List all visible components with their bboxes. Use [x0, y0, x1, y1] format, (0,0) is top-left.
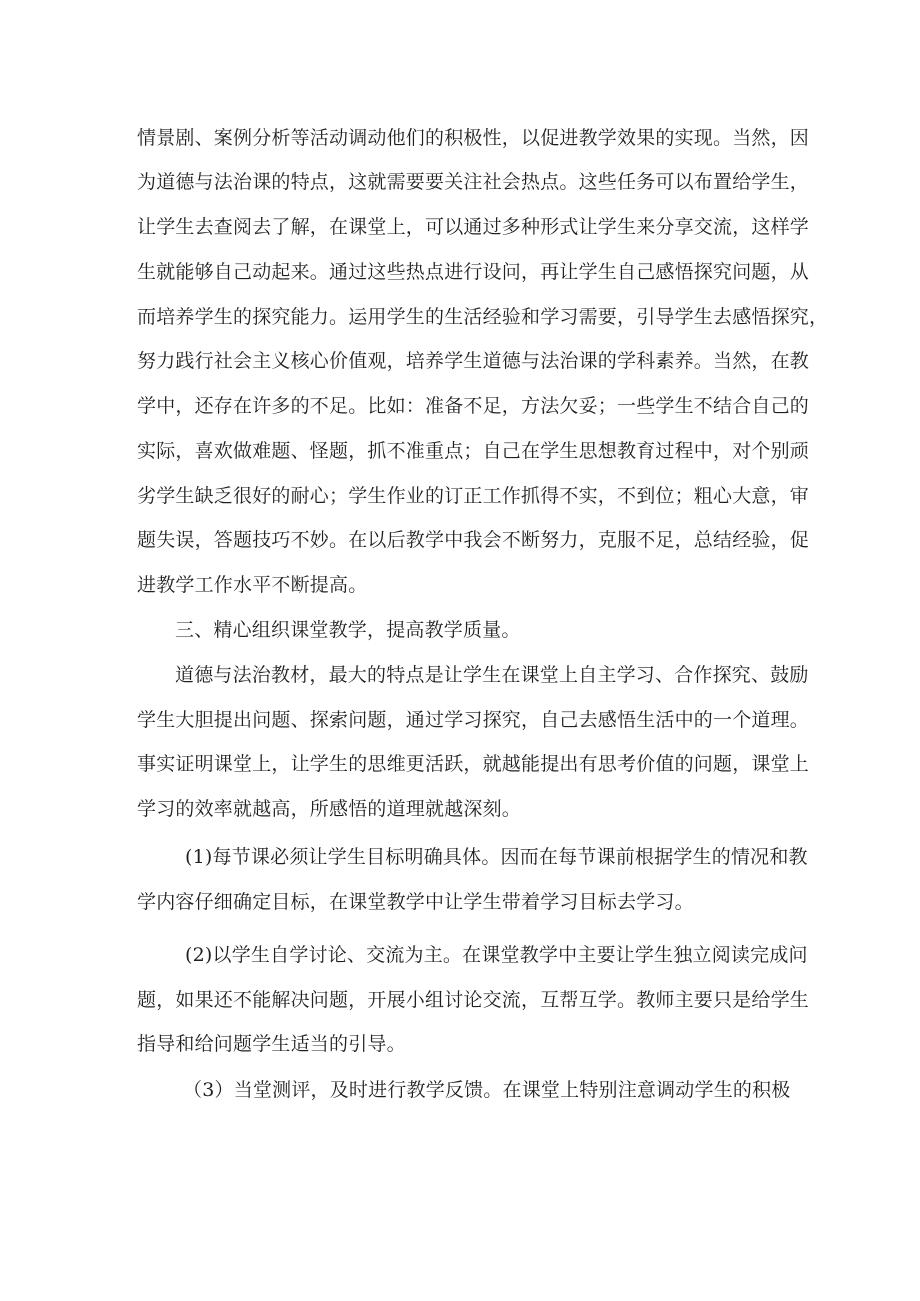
paragraph-line: 道德与法治教材，最大的特点是让学生在课堂上自主学习、合作探究、鼓励 — [175, 664, 809, 686]
section-heading: 三、精心组织课堂教学，提高教学质量。 — [175, 619, 521, 641]
paragraph-line: 情景剧、案例分析等活动调动他们的积极性，以促进教学效果的实现。当然，因 — [137, 127, 810, 149]
paragraph-line: 劣学生缺乏很好的耐心；学生作业的订正工作抓得不实，不到位；粗心大意，审 — [137, 485, 810, 507]
paragraph-line: 进教学工作水平不断提高。 — [137, 574, 368, 596]
paragraph-line: 而培养学生的探究能力。运用学生的生活经验和学习需要，引导学生去感悟探究， — [137, 306, 829, 328]
paragraph-line: 指导和给问题学生适当的引导。 — [137, 1033, 406, 1055]
paragraph-line: 题失误，答题技巧不妙。在以后教学中我会不断努力，克服不足，总结经验，促 — [137, 529, 810, 551]
list-item-3: （3）当堂测评，及时进行教学反馈。在课堂上特别注意调动学生的积极 — [183, 1079, 791, 1101]
paragraph-line: 学习的效率就越高，所感悟的道理就越深刻。 — [137, 798, 522, 820]
paragraph-line: 生就能够自己动起来。通过这些热点进行设问，再让学生自己感悟探究问题，从 — [137, 261, 810, 283]
paragraph-line: 实际，喜欢做难题、怪题，抓不准重点；自己在学生思想教育过程中，对个别顽 — [137, 440, 810, 462]
paragraph-line: 事实证明课堂上，让学生的思维更活跃，就越能提出有思考价值的问题，课堂上 — [137, 753, 810, 775]
paragraph-line: 让学生去查阅去了解，在课堂上，可以通过多种形式让学生来分享交流，这样学 — [137, 216, 810, 238]
list-item-2: (2)以学生自学讨论、交流为主。在课堂教学中主要让学生独立阅读完成问 — [185, 944, 808, 966]
paragraph-line: 学生大胆提出问题、探索问题，通过学习探究，自己去感悟生活中的一个道理。 — [137, 709, 810, 731]
paragraph-line: 为道德与法治课的特点，这就需要要关注社会热点。这些任务可以布置给学生， — [137, 171, 810, 193]
paragraph-line: 学中，还存在许多的不足。比如：准备不足，方法欠妥；一些学生不结合自己的 — [137, 395, 810, 417]
paragraph-line: 题，如果还不能解决问题，开展小组讨论交流，互帮互学。教师主要只是给学生 — [137, 989, 810, 1011]
paragraph-line: 学内容仔细确定目标，在课堂教学中让学生带着学习目标去学习。 — [137, 891, 694, 913]
list-item-1: (1)每节课必须让学生目标明确具体。因而在每节课前根据学生的情况和教 — [185, 846, 808, 868]
paragraph-line: 努力践行社会主义核心价值观，培养学生道德与法治课的学科素养。当然，在教 — [137, 350, 810, 372]
